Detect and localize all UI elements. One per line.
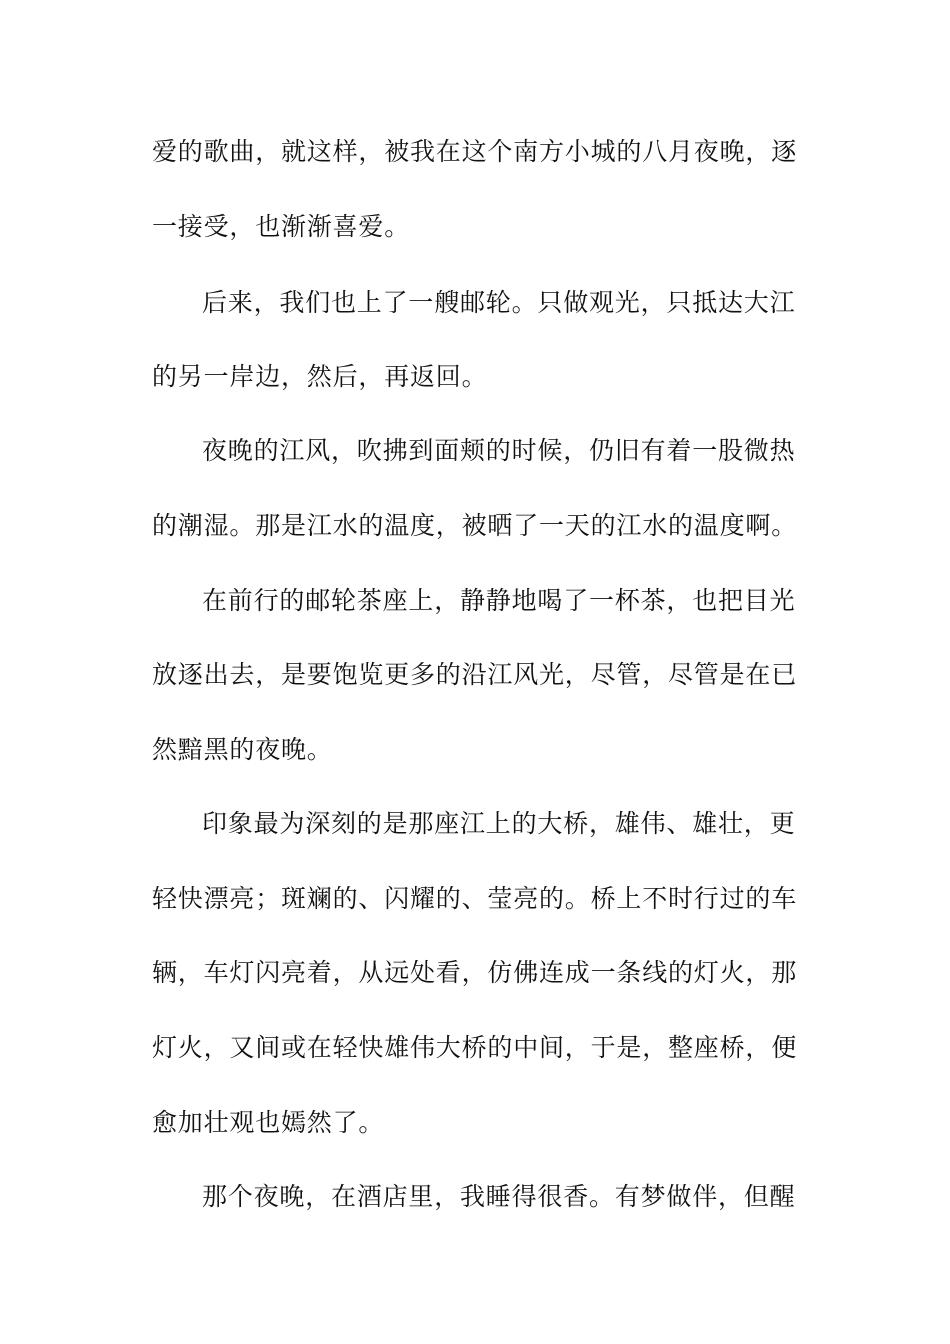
text-line: 一接受，也渐渐喜爱。 bbox=[152, 212, 411, 241]
paragraph-first-line: 在前行的邮轮茶座上，静静地喝了一杯茶，也把目光 bbox=[202, 586, 796, 615]
text-line: 的潮湿。那是江水的温度，被晒了一天的江水的温度啊。 bbox=[152, 511, 798, 540]
text-line: 放逐出去，是要饱览更多的沿江风光，尽管，尽管是在已 bbox=[152, 660, 798, 689]
text-line: 灯火，又间或在轻快雄伟大桥的中间，于是，整座桥，便 bbox=[152, 1033, 798, 1062]
text-line: 轻快漂亮；斑斓的、闪耀的、莹亮的。桥上不时行过的车 bbox=[152, 884, 798, 913]
text-line: 爱的歌曲，就这样，被我在这个南方小城的八月夜晚，逐 bbox=[152, 137, 798, 166]
paragraph-first-line: 夜晚的江风，吹拂到面颊的时候，仍旧有着一股微热 bbox=[202, 436, 796, 465]
text-line: 愈加壮观也嫣然了。 bbox=[152, 1108, 385, 1137]
text-line: 的另一岸边，然后，再返回。 bbox=[152, 362, 488, 391]
paragraph-first-line: 后来，我们也上了一艘邮轮。只做观光，只抵达大江 bbox=[202, 288, 796, 317]
text-line: 辆，车灯闪亮着，从远处看，仿佛连成一条线的灯火，那 bbox=[152, 958, 798, 987]
paragraph-first-line: 印象最为深刻的是那座江上的大桥，雄伟、雄壮，更 bbox=[202, 809, 796, 838]
text-line: 然黯黑的夜晚。 bbox=[152, 735, 333, 764]
paragraph-first-line: 那个夜晚，在酒店里，我睡得很香。有梦做伴，但醒 bbox=[202, 1182, 796, 1211]
